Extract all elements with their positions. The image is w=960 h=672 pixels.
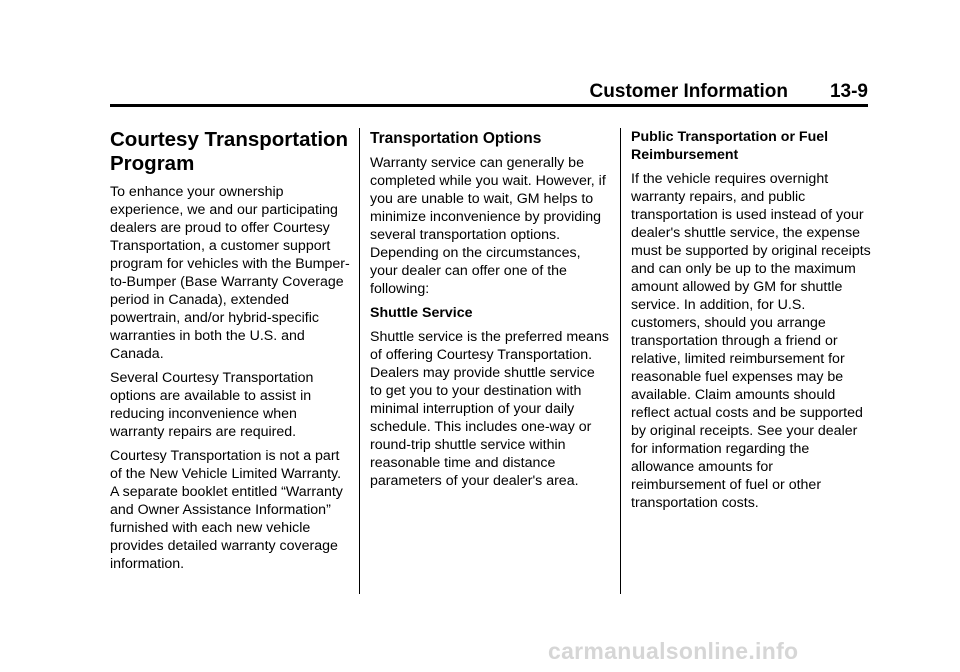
courtesy-transportation-heading: Courtesy Transportation Program — [110, 128, 349, 175]
column-public-transportation — [631, 128, 871, 518]
column-courtesy-transportation — [110, 128, 350, 579]
shuttle-service-body: Shuttle service is the preferred means of offering Courtesy Transportation. Dealers may provide shuttle service to get you to your destination with minimal interruption of your daily schedule. This includes one-way or round-trip shuttle service within reasonable time and distance parameters of your dealer's area. — [370, 329, 609, 489]
public-transportation-subheading: Public Transportation or Fuel Reimbursement — [631, 129, 829, 163]
column-transportation-options — [370, 128, 610, 496]
watermark: carmanualsonline.info — [548, 638, 799, 664]
options-paragraph: Several Courtesy Transportation options are available to assist in reducing inconvenience when warranty repairs are required. — [110, 370, 314, 440]
shuttle-service-subheading: Shuttle Service — [370, 305, 473, 321]
page-number: 13-9 — [829, 81, 868, 102]
page-header — [110, 80, 868, 107]
transportation-options-intro: Warranty service can generally be completed while you wait. However, if you are unable to wait, GM helps to minimize inconvenience by providing several transportation options. Depending on the circumstances, your dealer can offer one of the following: — [370, 155, 606, 297]
transportation-options-heading: Transportation Options — [370, 130, 542, 147]
public-transportation-body: If the vehicle requires overnight warranty repairs, and public transportation is used instead of your dealer's shuttle service, the expense must be supported by original receipts and can only be up to the maximum amount allowed by GM for shuttle service. In addition, for U.S. customers, should you arrange transportation through a friend or relative, limited reimbursement for reasonable fuel expenses may be available. Claim amounts should reflect actual costs and be supported by original receipts. See your dealer for information regarding the allowance amounts for reimbursement of fuel or other transportation costs. — [631, 171, 871, 511]
column-divider-right — [620, 128, 621, 594]
section-title: Customer Information — [589, 81, 788, 102]
column-divider-left — [359, 128, 360, 594]
ownership-paragraph: To enhance your ownership experience, we and our participating dealers are proud to offer Courtesy Transportation, a customer support program for vehicles with the Bumper-to-Bumper (Base Warranty Coverage period in Canada), extended powertrain, and/or hybrid-specific warranties in both the U.S. and Canada. — [110, 184, 350, 362]
warranty-booklet-paragraph: Courtesy Transportation is not a part of the New Vehicle Limited Warranty. A separate booklet entitled “Warranty and Owner Assistance Information” furnished with each new vehicle provides detailed warranty coverage information. — [110, 448, 343, 572]
